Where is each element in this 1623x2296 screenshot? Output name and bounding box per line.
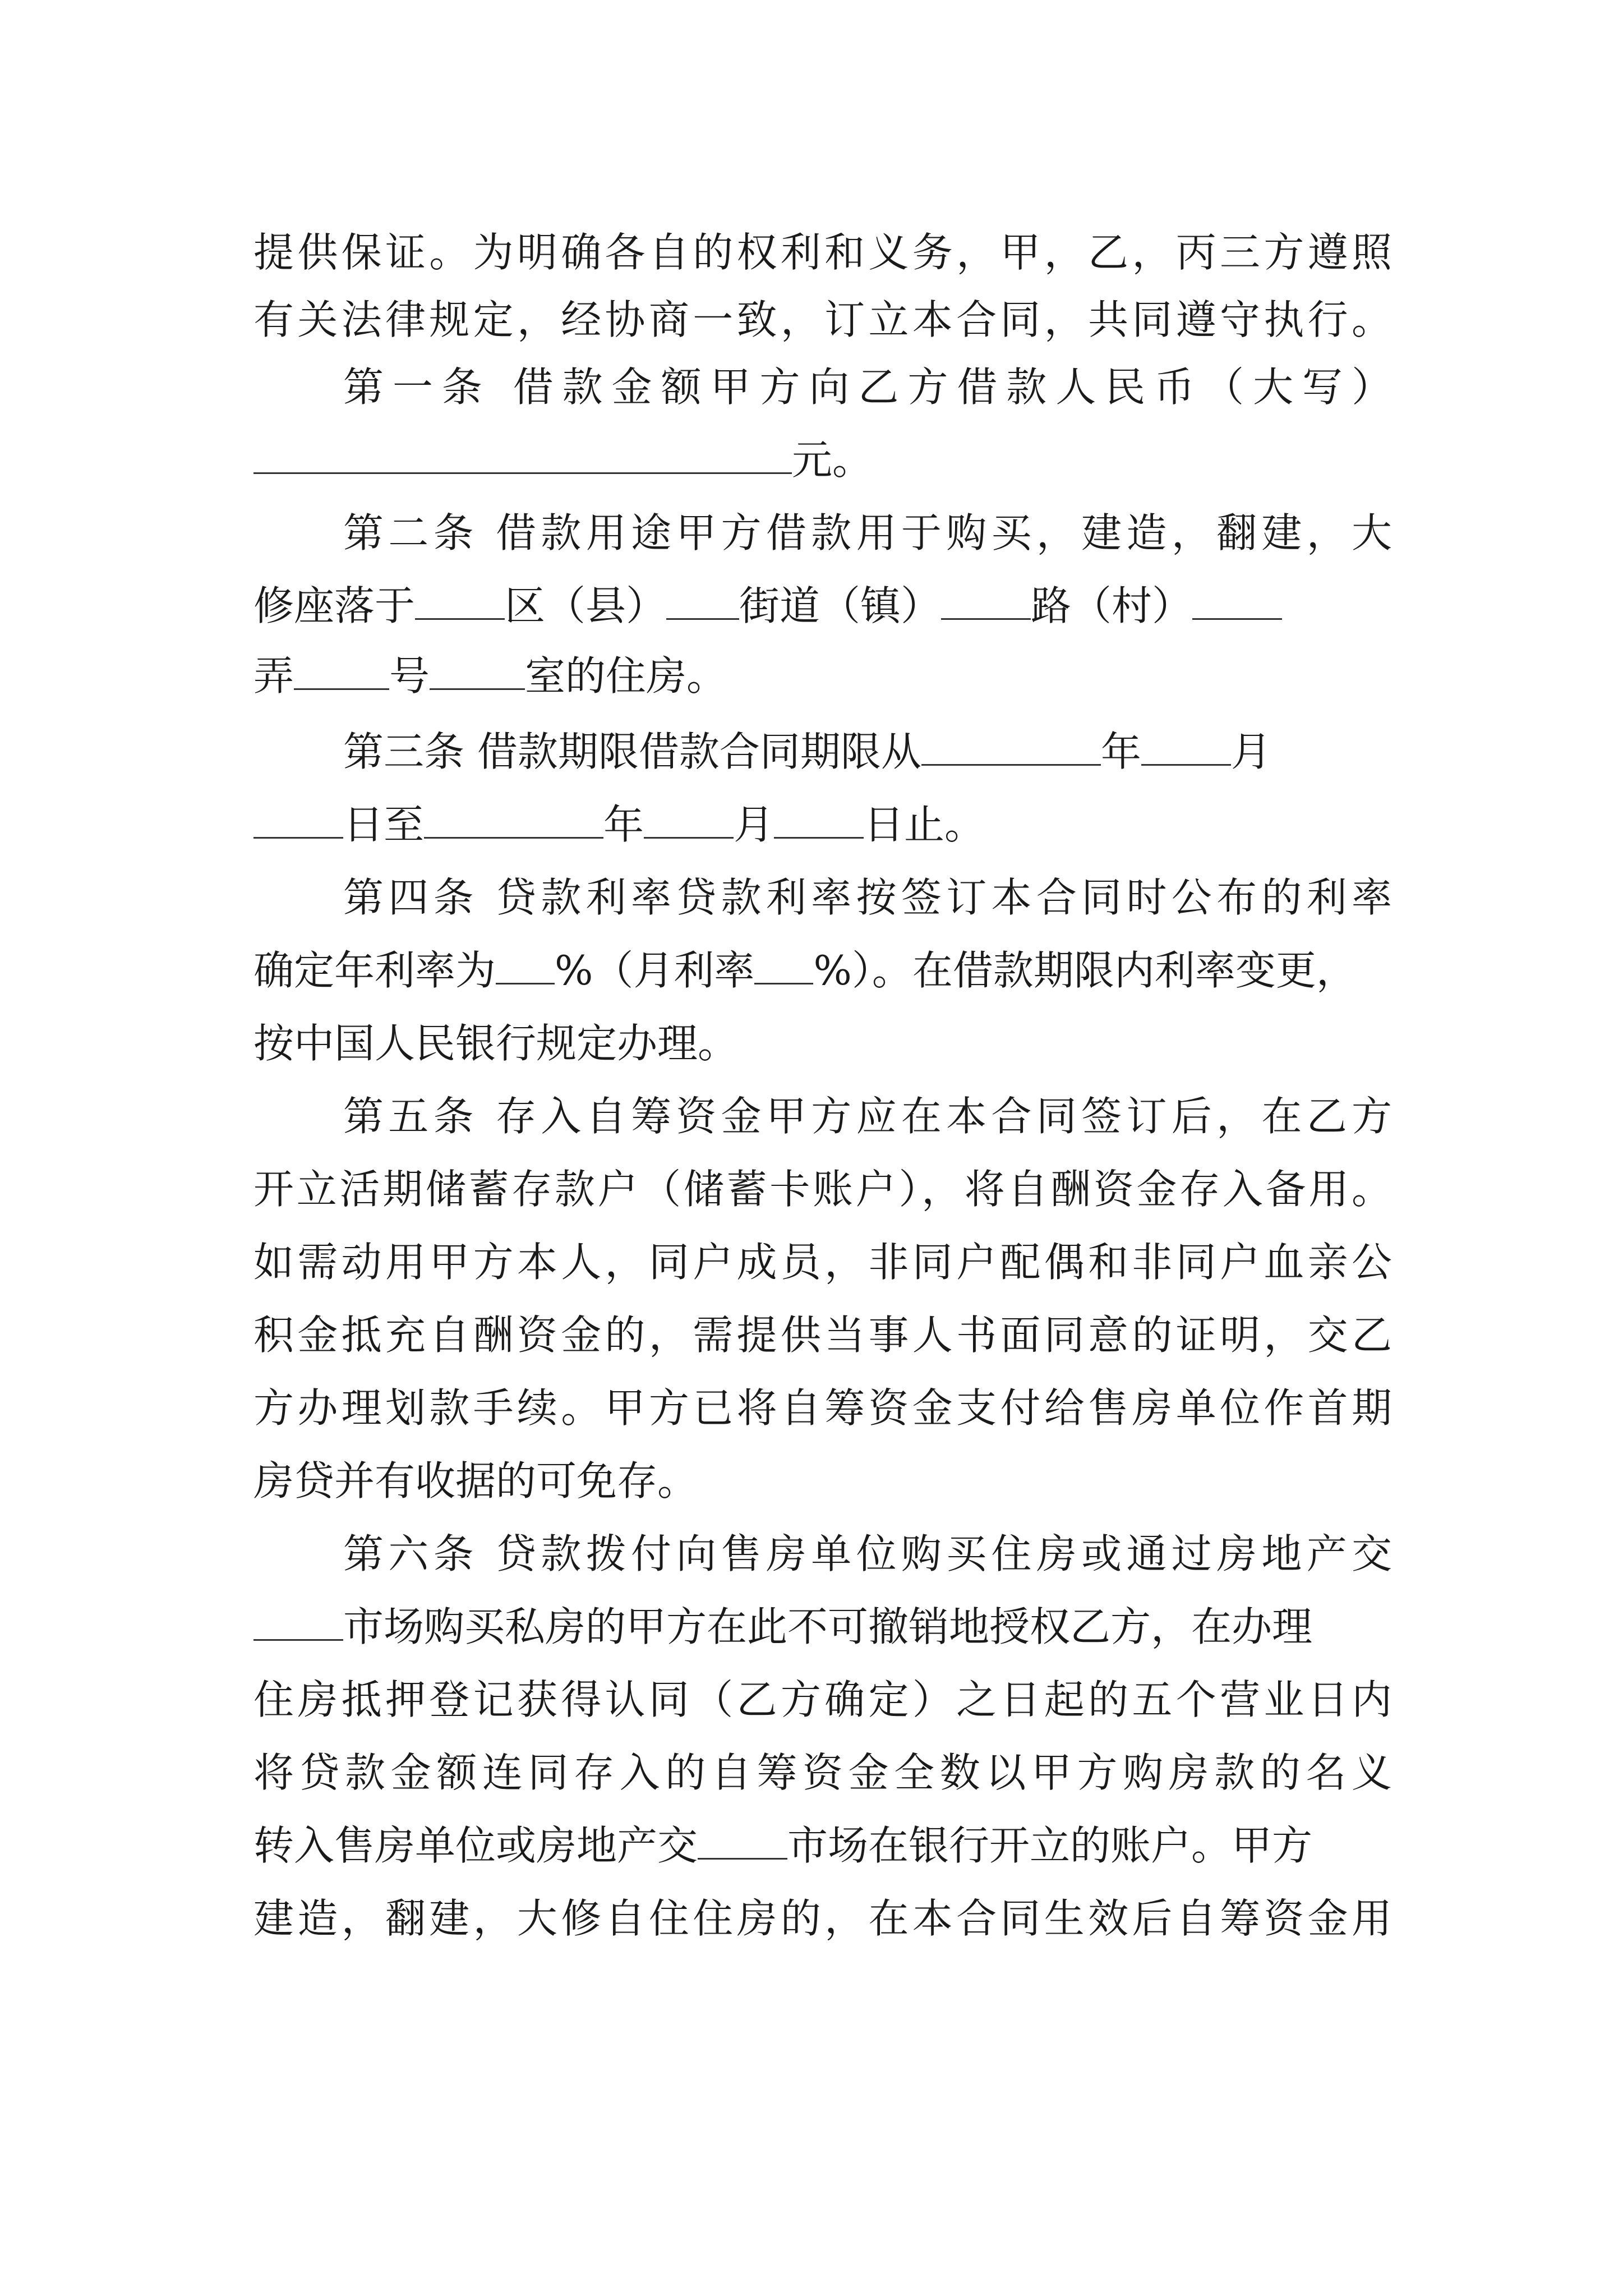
rate-line: 确定年利率为 %（月利率 %）。在借款期限内利率变更， xyxy=(253,947,1357,994)
article-3-heading: 第三条 借款期限借款合同期限从 年 月 xyxy=(343,728,1271,775)
text-line: 方办理划款手续。甲方已将自筹资金支付给售房单位作首期 xyxy=(253,1384,1392,1432)
start-year-blank xyxy=(921,731,1101,766)
text-line: 市场购买私房的甲方在此不可撤销地授权乙方，在办理 xyxy=(253,1599,1392,1655)
article-5-heading: 第五条 存入自筹资金甲方应在本合同签订后，在乙方 xyxy=(343,1093,1392,1140)
text-line: 转入售房单位或房地产交 市场在银行开立的账户。甲方 xyxy=(253,1822,1313,1869)
text-line: 将贷款金额连同存入的自筹资金全数以甲方购房款的名义 xyxy=(253,1749,1392,1796)
address-line: 修座落于 区（县） 街道（镇） 路（村） xyxy=(253,578,1392,634)
text-line: 房贷并有收据的可免存。 xyxy=(253,1457,698,1504)
article-1-heading: 第一条 借款金额甲方向乙方借款人民币（大写） xyxy=(343,364,1392,411)
loan-amount-blank xyxy=(253,439,792,474)
start-month-blank xyxy=(1141,731,1231,766)
district-blank xyxy=(415,585,505,620)
address-line-2: 弄 号 室的住房。 xyxy=(253,652,727,700)
exchange-blank-2 xyxy=(698,1825,787,1860)
end-day-blank xyxy=(774,804,864,839)
text-line: 有关法律规定，经协商一致，订立本合同，共同遵守执行。 xyxy=(253,296,1392,343)
text-line: 如需动用甲方本人，同户成员，非同户配偶和非同户血亲公 xyxy=(253,1239,1392,1286)
monthly-rate-blank xyxy=(754,950,813,984)
text-line: 提供保证。为明确各自的权利和义务，甲，乙，丙三方遵照 xyxy=(253,229,1392,276)
start-day-blank xyxy=(253,804,343,839)
term-line: 日至 年 月 日止。 xyxy=(253,797,1392,853)
road-blank xyxy=(941,585,1031,620)
loan-amount-line: 元。 xyxy=(253,432,1392,488)
annual-rate-blank xyxy=(496,950,555,984)
exchange-blank xyxy=(253,1606,343,1641)
text-line: 住房抵押登记获得认同（乙方确定）之日起的五个营业日内 xyxy=(253,1676,1392,1723)
article-6-heading: 第六条 贷款拨付向售房单位购买住房或通过房地产交 xyxy=(343,1530,1392,1577)
lane-blank xyxy=(1192,585,1282,620)
text-line: 建造，翻建，大修自住住房的，在本合同生效后自筹资金用 xyxy=(253,1895,1392,1942)
street-blank xyxy=(666,585,739,620)
number-blank xyxy=(294,655,389,690)
text-line: 积金抵充自酬资金的，需提供当事人书面同意的证明，交乙 xyxy=(253,1312,1392,1359)
text-line: 开立活期储蓄存款户（储蓄卡账户），将自酬资金存入备用。 xyxy=(253,1166,1392,1213)
article-2-heading: 第二条 借款用途甲方借款用于购买，建造，翻建，大 xyxy=(343,509,1392,556)
room-blank xyxy=(430,655,525,690)
text-line: 按中国人民银行规定办理。 xyxy=(253,1020,739,1067)
article-4-heading: 第四条 贷款利率贷款利率按签订本合同时公布的利率 xyxy=(343,874,1392,921)
end-year-blank xyxy=(424,804,603,839)
end-month-blank xyxy=(644,804,734,839)
